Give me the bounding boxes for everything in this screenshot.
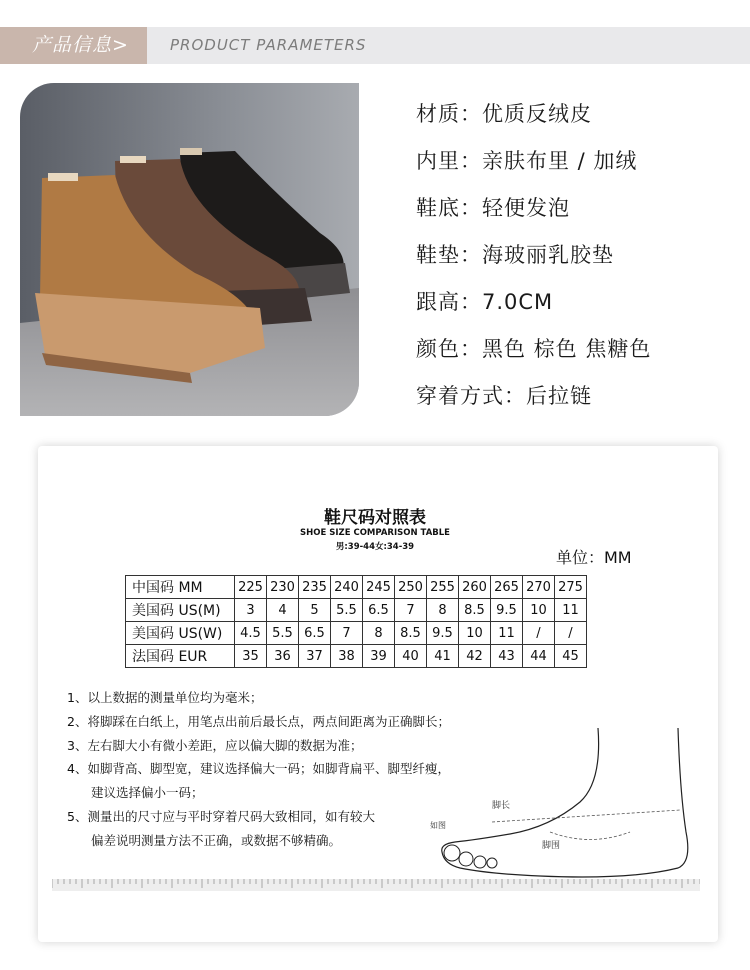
size-table-cell: 5.5 (267, 622, 299, 645)
param-closure: 穿着方式：后拉链 (416, 384, 592, 408)
length-label: 脚长 (492, 801, 511, 811)
note-item: 1、以上数据的测量单位均为毫米； (67, 690, 263, 705)
size-table-row (126, 622, 587, 645)
size-table-cell: 5 (299, 599, 331, 622)
size-table-row (126, 645, 587, 668)
note-item: 建议选择偏小一码； (91, 785, 204, 801)
size-table-cell: 45 (555, 645, 587, 668)
note-item: 5、测量出的尺寸应与平时穿着尺码大致相同，如有较大 (67, 808, 375, 824)
size-table-cell: 36 (267, 645, 299, 668)
size-chart-range: 男:39-44女:34-39 (335, 542, 415, 552)
size-table-cell: 39 (363, 645, 395, 668)
size-table-cell: 235 (299, 576, 331, 599)
size-table-row (126, 599, 587, 622)
length-guide-line (492, 810, 680, 822)
size-table-cell: 245 (363, 576, 395, 599)
note-item: 2、将脚踩在白纸上，用笔点出前后最长点，两点间距离为正确脚长； (67, 713, 450, 729)
size-table-cell: 8.5 (395, 622, 427, 645)
size-table-cell: 240 (331, 576, 363, 599)
toe-shape (487, 858, 497, 868)
size-chart-title: 鞋尺码对照表 (324, 508, 426, 528)
size-table-cell: 37 (299, 645, 331, 668)
measurement-notes (67, 686, 450, 853)
note-item: 3、左右脚大小有微小差距，应以偏大脚的数据为准； (67, 737, 363, 753)
size-chart-subtitle: SHOE SIZE COMPARISON TABLE (300, 528, 450, 538)
size-table-cell: 10 (459, 622, 491, 645)
size-chart-unit: 单位：MM (556, 548, 632, 567)
size-table-cell: 9.5 (491, 599, 523, 622)
size-table-cell: 41 (427, 645, 459, 668)
size-table-cell: 5.5 (331, 599, 363, 622)
girth-label: 脚围 (542, 841, 561, 851)
size-table-cell: 225 (235, 576, 267, 599)
param-heel-height: 跟高：7.0CM (416, 290, 554, 314)
param-colors: 颜色：黑色 棕色 焦糖色 (416, 337, 652, 361)
size-table-cell: 255 (427, 576, 459, 599)
toe-shape (474, 856, 486, 868)
size-table-cell: 9.5 (427, 622, 459, 645)
size-table-cell: 260 (459, 576, 491, 599)
size-table-cell: 11 (555, 599, 587, 622)
figure-label: 如图 (430, 821, 446, 830)
size-table-cell: 7 (331, 622, 363, 645)
toe-shape (444, 845, 460, 861)
size-table-cell: 38 (331, 645, 363, 668)
product-parameters (416, 100, 651, 429)
size-table-cell: 275 (555, 576, 587, 599)
size-table-cell: 230 (267, 576, 299, 599)
size-table-cell: 35 (235, 645, 267, 668)
size-table-row-label: 美国码 US(W) (126, 622, 235, 645)
section-header-subtitle: PRODUCT PARAMETERS (170, 36, 367, 54)
girth-guide-line (550, 832, 630, 840)
section-header-tag: 产品信息> (0, 27, 147, 64)
size-table-cell: 8 (363, 622, 395, 645)
ruler-strip (52, 879, 700, 891)
size-table-row-label: 美国码 US(M) (126, 599, 235, 622)
size-table-row-label: 中国码 MM (126, 576, 235, 599)
size-table-cell: 6.5 (363, 599, 395, 622)
size-table-cell: / (523, 622, 555, 645)
size-table-cell: 265 (491, 576, 523, 599)
param-material: 材质：优质反绒皮 (416, 102, 592, 126)
size-table-cell: 4 (267, 599, 299, 622)
size-table-cell: 42 (459, 645, 491, 668)
foot-measure-diagram (430, 722, 700, 882)
section-header (0, 27, 750, 64)
note-item: 偏差说明测量方法不正确，或数据不够精确。 (91, 832, 342, 848)
size-table-cell: 7 (395, 599, 427, 622)
size-table-cell: 43 (491, 645, 523, 668)
size-table-cell: 3 (235, 599, 267, 622)
size-table-row-label: 法国码 EUR (126, 645, 235, 668)
size-table-row (126, 576, 587, 599)
param-lining: 内里：亲肤布里 / 加绒 (416, 149, 638, 173)
size-table-cell: / (555, 622, 587, 645)
toe-shape (459, 852, 473, 866)
foot-outline (442, 728, 688, 877)
size-table-cell: 4.5 (235, 622, 267, 645)
size-table-cell: 250 (395, 576, 427, 599)
size-table-cell: 11 (491, 622, 523, 645)
size-table-cell: 8 (427, 599, 459, 622)
size-table-cell: 8.5 (459, 599, 491, 622)
param-insole: 鞋垫：海玻丽乳胶垫 (416, 243, 614, 267)
size-table-cell: 10 (523, 599, 555, 622)
size-table-cell: 6.5 (299, 622, 331, 645)
param-sole: 鞋底：轻便发泡 (416, 196, 570, 220)
note-item: 4、如脚背高、脚型宽，建议选择偏大一码；如脚背扁平、脚型纤瘦， (67, 761, 450, 777)
product-photo (20, 83, 359, 416)
size-table-cell: 44 (523, 645, 555, 668)
size-table-cell: 270 (523, 576, 555, 599)
size-table-cell: 40 (395, 645, 427, 668)
size-table (125, 575, 587, 668)
